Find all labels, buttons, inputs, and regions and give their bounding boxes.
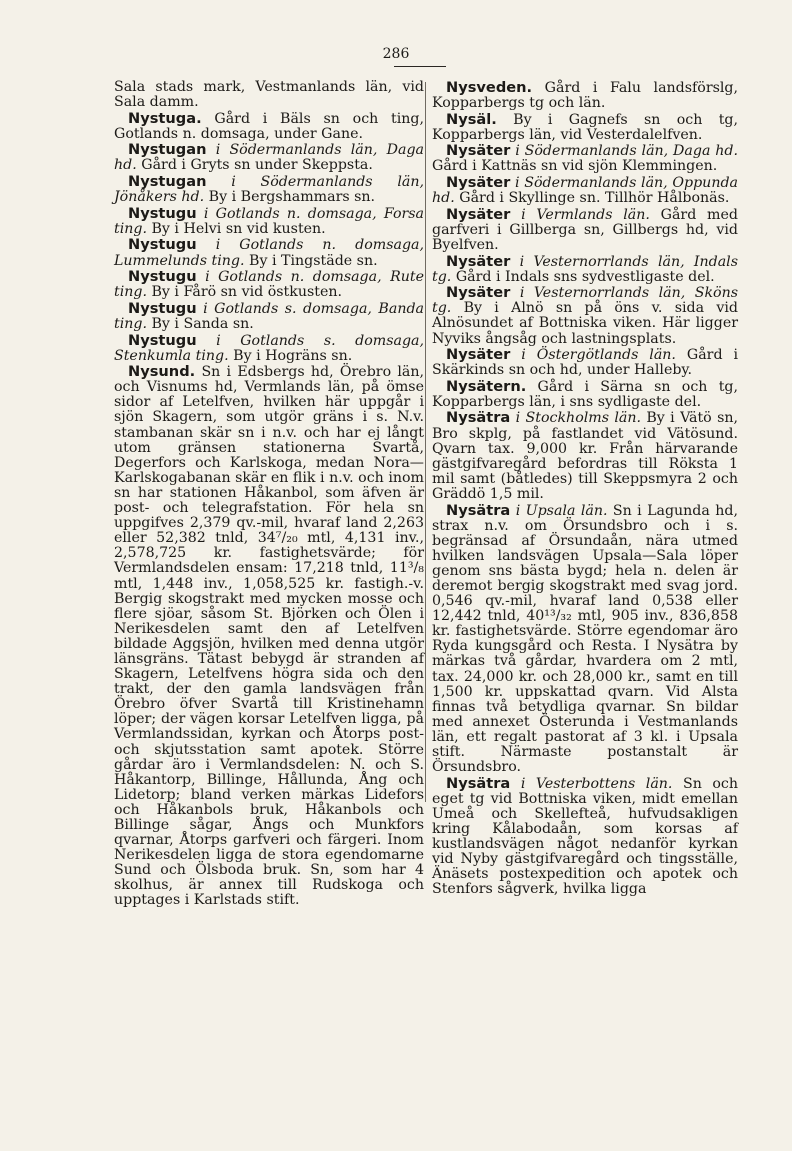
dictionary-entry <box>114 142 424 173</box>
entry-headword: Nysätra <box>446 774 511 792</box>
header-rule <box>394 66 446 67</box>
entry-headword: Nystugu <box>128 204 197 222</box>
dictionary-entry <box>432 776 738 898</box>
entry-headword: Nystuga. <box>128 109 202 127</box>
dictionary-entry <box>114 80 424 110</box>
entry-region: i Gotlands n. domsaga, Lummelunds ting. <box>114 237 424 269</box>
left-column <box>114 80 424 909</box>
entry-region: i Upsala län. <box>515 502 608 519</box>
entry-region: i Stockholms län. <box>515 410 642 427</box>
entry-headword: Nysätern. <box>446 377 527 395</box>
entry-headword: Nysäter <box>446 142 511 160</box>
entry-text: Sn i Edsbergs hd, Örebro län, och Visnums hd, Vermlands län, på ömse sidor af Letelfven, hvilken här uppgår i sjön Skagern, som utgör gräns i s. N.v. stambanan skär sn i n.v. och har ej långt utom gränsen stationerna Svartå, Degerfors och Karlskoga, medan Nora—Karlskogabanan skär en flik i n.v. och inom sn har stationen Håkanbol, som äfven är post- och telegrafstation. För hela sn uppgifves 2,379 qv.-mil, hvaraf land 2,263 eller 52,382 tnld, 34⁷/₂₀ mtl, 4,131 inv., 2,578,725 kr. fastighetsvärde; för Vermlandsdelen ensam: 17,218 tnld, 11³/₈ mtl, 1,448 inv., 1,058,525 kr. fastigh.-v. Bergig skogstrakt med mycken mosse och flere sjöar, såsom St. Björken och Ölen i Nerikesdelen samt den af Letelfven bildade Aggsjön, hvilken med denna utgör länsgräns. Tätast bebygd är stranden af Skagern, Letelfvens högra sida och den trakt, der den gamla landsvägen från Örebro öfver Svartå till Kristinehamn löper; der vägen korsar Letelfven ligga, på Vermlandssidan, kyrkan och Åtorps post- och skjutsstation samt apotek. Större gårdar äro i Vermlandsdelen: N. och S. Håkantorp, Billinge, Hållunda, Ång och Lidetorp; bland verken märkas Lidefors och Håkanbols bruk, Håkanbols och Billinge sågar, Ångs och Munkfors qvarnar, Åtorps garfveri och färgeri. Inom Nerikesdelen ligga de stora egendomarne Sund och Ölsboda bruk. Sn, som har 4 skolhus, är annex till Rudskoga och upptages i Karlstads stift. <box>114 364 424 909</box>
entry-text: By i Sanda sn. <box>151 315 254 332</box>
entry-headword: Nystugu <box>128 236 197 254</box>
dictionary-entry <box>114 206 424 237</box>
entry-headword: Nysäter <box>446 252 511 270</box>
entry-region: i Södermanlands län, Daga hd. <box>515 143 739 160</box>
entry-region: i Vesternorrlands län, Indals tg. <box>432 253 738 285</box>
dictionary-entry <box>432 207 738 253</box>
entry-text: By i Alnö sn på öns v. sida vid Alnösundet af Bottniska viken. Här ligger Nyviks ångsåg och lastningsplats. <box>432 300 738 347</box>
entry-headword: Nystugan <box>128 141 207 159</box>
entry-headword: Nysäl. <box>446 110 497 128</box>
entry-headword: Nysund. <box>128 363 196 381</box>
dictionary-entry <box>432 112 738 143</box>
entry-region: i Gotlands n. domsaga, Rute ting. <box>114 269 424 301</box>
dictionary-entry <box>114 237 424 268</box>
dictionary-entry <box>432 143 738 174</box>
dictionary-entry <box>432 175 738 206</box>
entry-headword: Nysäter <box>446 346 511 364</box>
entry-headword: Nystugu <box>128 268 197 286</box>
entry-text: By i Fårö sn vid östkusten. <box>151 284 343 301</box>
entry-headword: Nysäter <box>446 205 511 223</box>
entry-region: i Östergötlands län. <box>521 347 676 364</box>
entry-headword: Nysäter <box>446 284 511 302</box>
right-column <box>432 80 738 898</box>
dictionary-entry <box>432 503 738 776</box>
entry-text: By i Helvi sn vid kusten. <box>151 220 326 237</box>
entry-text: By i Vätö sn, Bro skplg, på fastlandet vid Vätösund. Qvarn tax. 9,000 kr. Från härvarande gästgifvaregård befordras till Röksta 1 mil samt (båtledes) till Skeppsmyra 2 och Gräddö 1,5 mil. <box>432 410 738 502</box>
entry-text: Sn och eget tg vid Bottniska viken, midt emellan Umeå och Skellefteå, hufvudsakligen kring Kålabodaån, som korsas af kustlandsvägen något nedanför kyrkan vid Nyby gästgifvaregård och tingsställe, Änäsets postexpedition och apotek och Stenfors sågverk, hvilka ligga <box>432 775 739 898</box>
dictionary-entry <box>432 254 738 285</box>
dictionary-entry <box>114 174 424 205</box>
entry-headword: Nysäter <box>446 174 511 192</box>
entry-text: By i Hogräns sn. <box>233 347 353 364</box>
entry-text: Gård i Kattnäs sn vid sjön Klemmingen. <box>432 158 718 175</box>
dictionary-entry <box>432 285 738 346</box>
entry-text: Sn i Lagunda hd, strax n.v. om Örsundsbro och i s. begränsad af Örsundaån, nära utmed hvilken landsvägen Upsala—Sala löper genom sns bästa bygd; hela n. delen är deremot bergig skogstrakt med svag jord. 0,546 qv.-mil, hvaraf land 0,538 eller 12,442 tnld, 40¹³/₃₂ mtl, 905 inv., 836,858 kr. fastighetsvärde. Större egendomar äro Ryda kungsgård och Resta. I Nysätra by märkas två gårdar, hvardera om 2 mtl, tax. 24,000 kr. och 28,000 kr., samt en till 1,500 kr. uppskattad qvarn. Vid Alsta finnas två betydliga qvarnar. Sn bildar med annexet Österunda i Vestmanlands län, ett regalt pastorat af 3 kl. i Upsala stift. Närmaste postanstalt är Örsundsbro. <box>432 502 738 776</box>
entry-headword: Nysveden. <box>446 79 533 96</box>
entry-text: Gård i Gryts sn under Skeppsta. <box>141 157 373 174</box>
dictionary-entry <box>114 269 424 300</box>
entry-text: Gård med garfveri i Gillberga sn, Gillbergs hd, vid Byelfven. <box>432 206 738 253</box>
entry-headword: Nysätra <box>446 501 511 519</box>
entry-region: i Gotlands s. domsaga, Banda ting. <box>114 300 424 332</box>
entry-headword: Nystugan <box>128 173 207 191</box>
column-divider <box>425 82 426 802</box>
entry-text: Gård i Bäls sn och ting, Gotlands n. domsaga, under Gane. <box>114 110 424 142</box>
entry-region: i Gotlands n. domsaga, Forsa ting. <box>114 205 425 237</box>
entry-region: i Södermanlands län, Daga hd. <box>114 142 424 174</box>
entry-headword: Nystugu <box>128 299 197 317</box>
entry-text: Sala stads mark, Vestmanlands län, vid Sala damm. <box>114 79 424 111</box>
entry-region: i Södermanlands län, Jönåkers hd. <box>114 174 424 206</box>
entry-headword: Nystugu <box>128 331 197 349</box>
dictionary-entry <box>114 364 424 908</box>
entry-text: By i Bergshammars sn. <box>208 189 376 206</box>
entry-text: Gård i Indals sns sydvestligaste del. <box>455 268 715 285</box>
entry-region: i Vesternorrlands län, Sköns tg. <box>432 285 738 317</box>
entry-region: i Vermlands län. <box>521 206 650 223</box>
dictionary-entry <box>114 111 424 142</box>
page-number: 286 <box>382 46 410 62</box>
entry-text: By i Tingstäde sn. <box>249 252 378 269</box>
entry-text: Gård i Falu landsförslg, Kopparbergs tg och län. <box>432 80 739 112</box>
dictionary-entry <box>114 333 424 364</box>
entry-text: Gård i Skyllinge sn. Tillhör Hålbonäs. <box>459 190 730 207</box>
entry-region: i Vesterbottens län. <box>520 775 673 792</box>
dictionary-entry <box>432 347 738 378</box>
entry-region: i Gotlands s. domsaga, Stenkumla ting. <box>114 332 424 364</box>
dictionary-entry <box>432 410 738 502</box>
dictionary-entry <box>114 301 424 332</box>
entry-headword: Nysätra <box>446 409 511 427</box>
dictionary-entry <box>432 379 738 410</box>
entry-text: Gård i Särna sn och tg, Kopparbergs län, i sns sydligaste del. <box>432 378 738 410</box>
dictionary-entry <box>432 80 738 111</box>
entry-region: i Södermanlands län, Oppunda hd. <box>432 175 738 207</box>
entry-text: By i Gagnefs sn och tg, Kopparbergs län, vid Vesterdalelfven. <box>432 111 738 143</box>
entry-text: Gård i Skärkinds sn och hd, under Halleby. <box>432 347 738 379</box>
